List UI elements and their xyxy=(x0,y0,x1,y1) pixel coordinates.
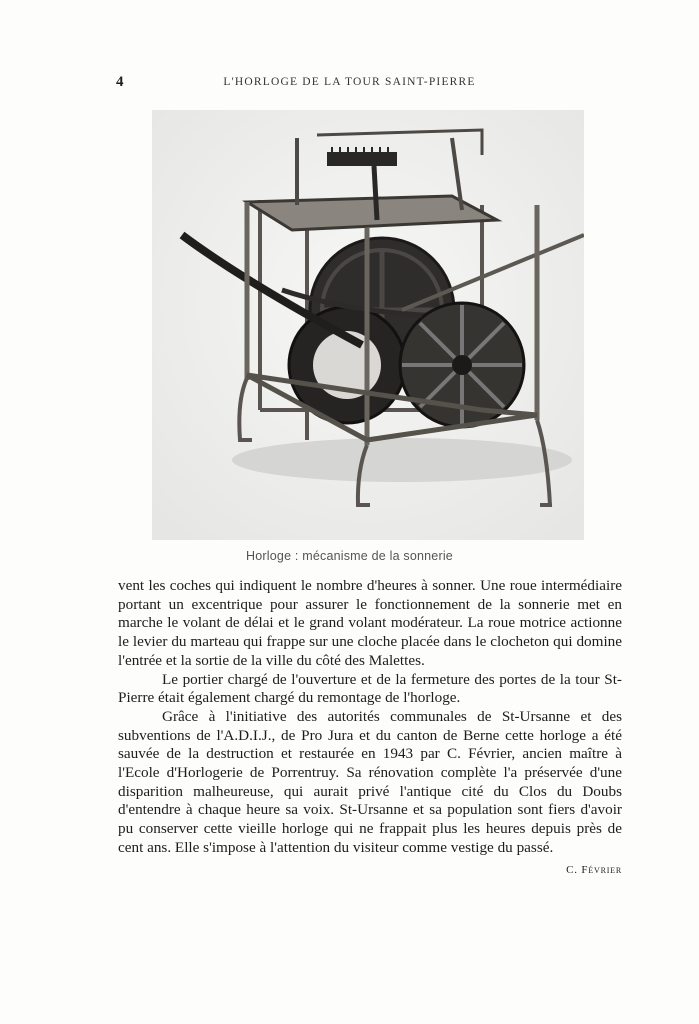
author-signature: C. Février xyxy=(566,863,622,876)
clock-mechanism-photo xyxy=(152,110,584,540)
paragraph-continuation: vent les coches qui indiquent le nombre d'heures à sonner. Une roue intermédiaire portant un excentrique pour assurer le fonctionnement de la sonnerie met en marche le volant de délai et le grand volant modérateur. La roue motrice actionne le levier du marteau qui frappe sur une cloche placée dans le clocheton qui domine l'entrée et la sortie de la ville du côté des Malettes. xyxy=(118,577,622,669)
figure-caption: Horloge : mécanisme de la sonnerie xyxy=(246,549,453,563)
page-number: 4 xyxy=(116,74,124,90)
running-title: L'HORLOGE DE LA TOUR SAINT-PIERRE xyxy=(223,76,476,88)
paragraph-restoration xyxy=(118,707,622,876)
paragraph-portier: Le portier chargé de l'ouverture et de la fermeture des portes de la tour St-Pierre était également chargé du remontage de l'horloge. xyxy=(118,670,622,707)
paragraph-restoration-text: Grâce à l'initiative des autorités communales de St-Ursanne et des subventions de l'A.D.I.J., de Pro Jura et du canton de Berne cette horloge a été sauvée de la destruction et restaurée en 1943 par C. Février, ancien maître à l'Ecole d'Horlogerie de Porrentruy. Sa rénovation complète l'a préservée d'une disparition malheureuse, qui aurait privé l'antique cité du Clos du Doubs d'entendre à chaque heure sa voix. St-Ursanne et sa population sont fiers d'avoir pu conserver cette vieille horloge qui ne frappait plus les heures depuis près de cent ans. Elle s'impose à l'attention du visiteur comme vestige du passé. xyxy=(118,707,622,856)
article-body xyxy=(118,577,622,879)
